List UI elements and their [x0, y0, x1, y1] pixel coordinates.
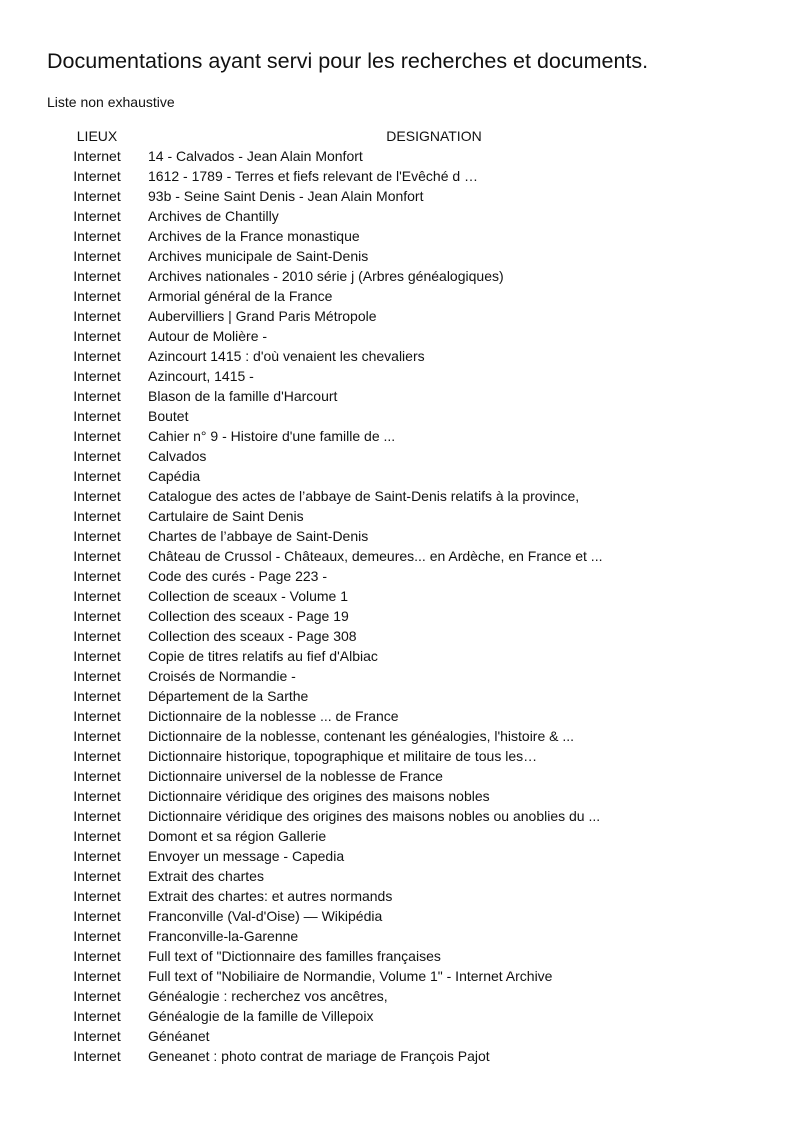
cell-lieu: Internet: [73, 788, 121, 804]
cell-designation: Archives nationales - 2010 série j (Arbres généalogiques): [148, 268, 504, 284]
cell-designation: Département de la Sarthe: [148, 688, 309, 704]
cell-designation: Azincourt, 1415 -: [148, 368, 254, 384]
cell-designation: Catalogue des actes de l’abbaye de Saint-Denis relatifs à la province,: [148, 488, 580, 504]
table-row: [54, 726, 728, 746]
cell-designation: Envoyer un message - Capedia: [148, 848, 345, 864]
table-row: [54, 506, 728, 526]
cell-designation: Généalogie : recherchez vos ancêtres,: [148, 988, 388, 1004]
cell-lieu: Internet: [73, 348, 121, 364]
cell-lieu: Internet: [73, 988, 121, 1004]
table-row: [54, 686, 728, 706]
cell-designation: Chartes de l’abbaye de Saint-Denis: [148, 528, 369, 544]
table-row: [54, 526, 728, 546]
cell-designation: Dictionnaire véridique des origines des maisons nobles ou anoblies du ...: [148, 808, 601, 824]
cell-lieu: Internet: [73, 328, 121, 344]
cell-designation: Boutet: [148, 408, 189, 424]
cell-designation: Code des curés - Page 223 -: [148, 568, 327, 584]
cell-designation: Dictionnaire véridique des origines des maisons nobles: [148, 788, 490, 804]
table-row: [54, 486, 728, 506]
table-row: [54, 146, 728, 166]
cell-lieu: Internet: [73, 508, 121, 524]
table-row: [54, 406, 728, 426]
cell-lieu: Internet: [73, 808, 121, 824]
table-row: [54, 766, 728, 786]
cell-lieu: Internet: [73, 928, 121, 944]
cell-designation: Geneanet : photo contrat de mariage de François Pajot: [148, 1048, 490, 1064]
table-row: [54, 906, 728, 926]
cell-lieu: Internet: [73, 428, 121, 444]
cell-lieu: Internet: [73, 228, 121, 244]
cell-designation: Dictionnaire de la noblesse ... de France: [148, 708, 399, 724]
cell-designation: Armorial général de la France: [148, 288, 333, 304]
cell-lieu: Internet: [73, 608, 121, 624]
table-row: [54, 366, 728, 386]
table-row: [54, 626, 728, 646]
cell-designation: Généalogie de la famille de Villepoix: [148, 1008, 374, 1024]
table-row: [54, 986, 728, 1006]
cell-designation: Aubervilliers | Grand Paris Métropole: [148, 308, 377, 324]
header-lieux: LIEUX: [76, 128, 118, 144]
table-header-row: [54, 126, 728, 146]
table-row: [54, 646, 728, 666]
cell-lieu: Internet: [73, 248, 121, 264]
cell-lieu: Internet: [73, 588, 121, 604]
cell-lieu: Internet: [73, 188, 121, 204]
cell-designation: Dictionnaire historique, topographique et militaire de tous les…: [148, 748, 538, 764]
cell-lieu: Internet: [73, 548, 121, 564]
table-row: [54, 866, 728, 886]
cell-designation: Collection des sceaux - Page 19: [148, 608, 349, 624]
cell-lieu: Internet: [73, 768, 121, 784]
cell-designation: 1612 - 1789 - Terres et fiefs relevant de l'Evêché d …: [148, 168, 479, 184]
cell-lieu: Internet: [73, 528, 121, 544]
table-row: [54, 206, 728, 226]
cell-lieu: Internet: [73, 148, 121, 164]
table-row: [54, 786, 728, 806]
table-row: [54, 1046, 728, 1066]
table-row: [54, 886, 728, 906]
cell-designation: Full text of "Dictionnaire des familles françaises: [148, 948, 441, 964]
cell-lieu: Internet: [73, 568, 121, 584]
cell-designation: Autour de Molière -: [148, 328, 268, 344]
cell-designation: Cartulaire de Saint Denis: [148, 508, 304, 524]
cell-designation: Généanet: [148, 1028, 210, 1044]
table-row: [54, 566, 728, 586]
table-row: [54, 266, 728, 286]
cell-designation: Cahier n° 9 - Histoire d'une famille de ...: [148, 428, 396, 444]
cell-designation: Blason de la famille d'Harcourt: [148, 388, 338, 404]
cell-designation: Collection de sceaux - Volume 1: [148, 588, 348, 604]
cell-designation: Collection des sceaux - Page 308: [148, 628, 357, 644]
table-row: [54, 1026, 728, 1046]
cell-designation: Franconville (Val-d'Oise) — Wikipédia: [148, 908, 383, 924]
cell-lieu: Internet: [73, 748, 121, 764]
cell-lieu: Internet: [73, 1008, 121, 1024]
table-body: [54, 146, 728, 1066]
table-row: [54, 706, 728, 726]
cell-lieu: Internet: [73, 708, 121, 724]
table-row: [54, 546, 728, 566]
cell-lieu: Internet: [73, 488, 121, 504]
cell-designation: Domont et sa région Gallerie: [148, 828, 327, 844]
cell-lieu: Internet: [73, 908, 121, 924]
cell-lieu: Internet: [73, 828, 121, 844]
cell-lieu: Internet: [73, 1028, 121, 1044]
cell-designation: Franconville-la-Garenne: [148, 928, 299, 944]
table-row: [54, 1006, 728, 1026]
cell-designation: Azincourt 1415 : d'où venaient les chevaliers: [148, 348, 425, 364]
cell-designation: Copie de titres relatifs au fief d'Albiac: [148, 648, 378, 664]
cell-lieu: Internet: [73, 408, 121, 424]
cell-lieu: Internet: [73, 468, 121, 484]
cell-lieu: Internet: [73, 168, 121, 184]
table-row: [54, 846, 728, 866]
cell-lieu: Internet: [73, 868, 121, 884]
table-row: [54, 466, 728, 486]
table-row: [54, 386, 728, 406]
cell-designation: Archives de Chantilly: [148, 208, 279, 224]
header-designation: DESIGNATION: [386, 128, 482, 144]
table-row: [54, 286, 728, 306]
cell-lieu: Internet: [73, 848, 121, 864]
cell-lieu: Internet: [73, 688, 121, 704]
cell-lieu: Internet: [73, 208, 121, 224]
table-row: [54, 966, 728, 986]
table-row: [54, 426, 728, 446]
page-subtitle: Liste non exhaustive: [47, 94, 175, 110]
cell-lieu: Internet: [73, 368, 121, 384]
cell-lieu: Internet: [73, 648, 121, 664]
cell-designation: Dictionnaire de la noblesse, contenant les généalogies, l'histoire & ...: [148, 728, 575, 744]
table-row: [54, 826, 728, 846]
cell-lieu: Internet: [73, 448, 121, 464]
table-row: [54, 746, 728, 766]
table-row: [54, 326, 728, 346]
table-row: [54, 186, 728, 206]
cell-designation: Calvados: [148, 448, 207, 464]
cell-lieu: Internet: [73, 968, 121, 984]
cell-designation: Extrait des chartes: et autres normands: [148, 888, 393, 904]
table-row: [54, 446, 728, 466]
sources-table: [54, 126, 728, 1066]
table-row: [54, 946, 728, 966]
cell-lieu: Internet: [73, 388, 121, 404]
table-row: [54, 346, 728, 366]
cell-designation: 14 - Calvados - Jean Alain Monfort: [148, 148, 363, 164]
cell-designation: Archives de la France monastique: [148, 228, 360, 244]
cell-lieu: Internet: [73, 288, 121, 304]
cell-designation: Croisés de Normandie -: [148, 668, 296, 684]
table-row: [54, 166, 728, 186]
table-row: [54, 926, 728, 946]
cell-lieu: Internet: [73, 668, 121, 684]
table-row: [54, 586, 728, 606]
cell-designation: Château de Crussol - Châteaux, demeures... en Ardèche, en France et ...: [148, 548, 603, 564]
cell-lieu: Internet: [73, 1048, 121, 1064]
cell-designation: 93b - Seine Saint Denis - Jean Alain Monfort: [148, 188, 424, 204]
table-row: [54, 666, 728, 686]
cell-designation: Capédia: [148, 468, 201, 484]
cell-lieu: Internet: [73, 728, 121, 744]
cell-designation: Extrait des chartes: [148, 868, 264, 884]
table-row: [54, 226, 728, 246]
page-title: Documentations ayant servi pour les recherches et documents.: [47, 49, 649, 73]
table-row: [54, 606, 728, 626]
cell-designation: Archives municipale de Saint-Denis: [148, 248, 369, 264]
cell-lieu: Internet: [73, 628, 121, 644]
cell-lieu: Internet: [73, 948, 121, 964]
table-row: [54, 306, 728, 326]
table-row: [54, 806, 728, 826]
cell-designation: Full text of "Nobiliaire de Normandie, Volume 1" - Internet Archive: [148, 968, 553, 984]
cell-lieu: Internet: [73, 308, 121, 324]
cell-designation: Dictionnaire universel de la noblesse de France: [148, 768, 443, 784]
cell-lieu: Internet: [73, 888, 121, 904]
cell-lieu: Internet: [73, 268, 121, 284]
table-row: [54, 246, 728, 266]
